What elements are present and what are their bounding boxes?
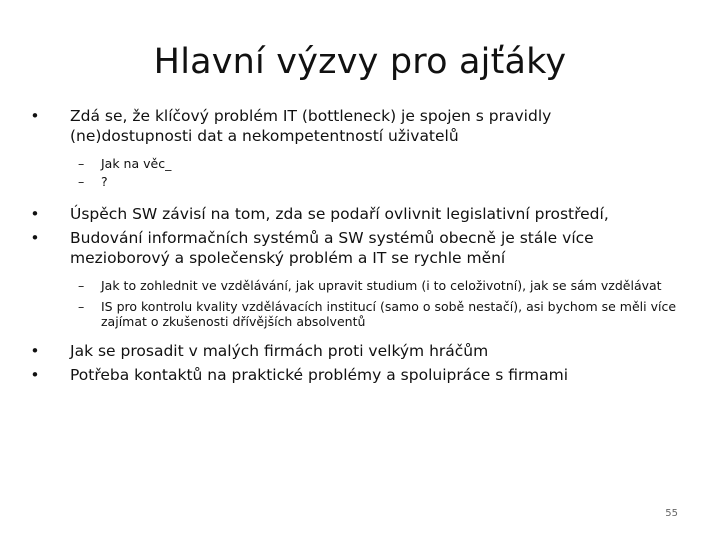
sub-bullet-item <box>28 156 678 171</box>
bullet-dot: • <box>30 342 40 360</box>
bullet-text: Úspěch SW závisí na tom, zda se podaří ovlivnit legislativní prostředí, <box>70 205 609 223</box>
page-number: 55 <box>665 508 678 519</box>
sub-bullet-item <box>28 278 678 293</box>
sub-bullet-text: ? <box>101 174 108 189</box>
bullet-text: Jak se prosadit v malých firmách proti velkým hráčům <box>70 342 489 360</box>
sub-bullet-item <box>28 174 678 189</box>
bullet-text: Zdá se, že klíčový problém IT (bottleneck) je spojen s pravidly (ne)dostupnosti dat a nekompetentností uživatelů <box>70 107 552 145</box>
sub-bullet-dash: – <box>78 299 85 314</box>
bullet-item <box>28 365 678 385</box>
bullet-text: Potřeba kontaktů na praktické problémy a spoluipráce s firmami <box>70 366 569 384</box>
bullet-text: Budování informačních systémů a SW systémů obecně je stále více mezioborový a společenský problém a IT se rychle mění <box>70 229 594 267</box>
slide-body <box>28 106 678 385</box>
bullet-item <box>28 204 678 224</box>
bullet-dot: • <box>30 366 40 384</box>
bullet-dot: • <box>30 107 40 125</box>
slide-title: Hlavní výzvy pro ajťáky <box>153 42 567 82</box>
sub-bullet-dash: – <box>78 278 85 293</box>
bullet-dot: • <box>30 229 40 247</box>
sub-bullet-text: Jak to zohlednit ve vzdělávání, jak upravit studium (i to celoživotní), jak se sám vzdělávat <box>101 278 662 293</box>
sub-bullet-text: IS pro kontrolu kvality vzdělávacích institucí (samo o sobě nestačí), asi bychom se měli více zajímat o zkušenosti dřívějších absolventů <box>101 299 677 329</box>
sub-bullet-dash: – <box>78 156 85 171</box>
bullet-item <box>28 106 678 146</box>
sub-bullet-text: Jak na věc_ <box>101 156 172 171</box>
bullet-item <box>28 228 678 268</box>
sub-bullet-dash: – <box>78 174 85 189</box>
sub-bullet-item <box>28 299 678 329</box>
bullet-dot: • <box>30 205 40 223</box>
bullet-item <box>28 341 678 361</box>
